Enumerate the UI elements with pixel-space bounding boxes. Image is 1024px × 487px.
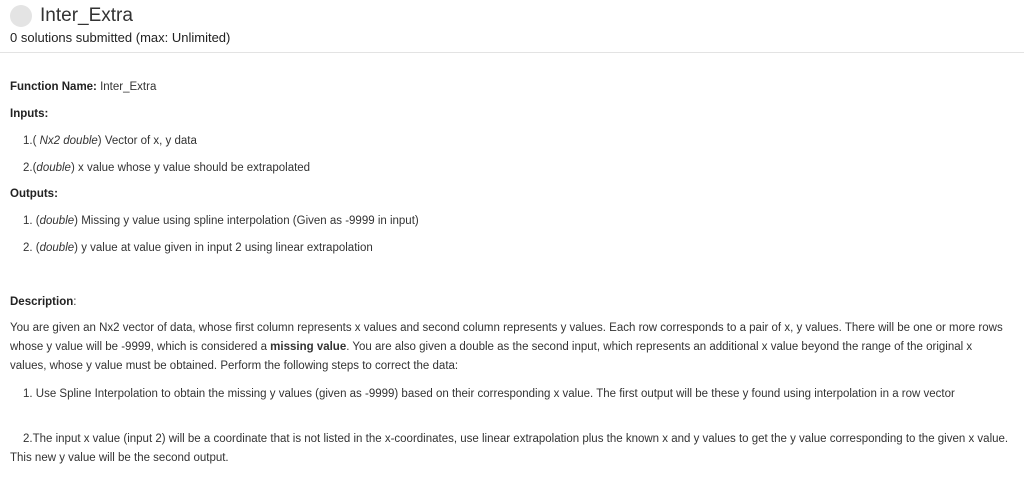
submission-count: 0 solutions submitted (max: Unlimited): [10, 30, 231, 45]
input-item-1: 1.( Nx2 double) Vector of x, y data: [23, 135, 197, 147]
description-heading: Description:: [10, 296, 77, 308]
outputs-heading: Outputs:: [10, 188, 58, 200]
output-item-2: 2. (double) y value at value given in input 2 using linear extrapolation: [23, 242, 373, 254]
input-item-2: 2.(double) x value whose y value should be extrapolated: [23, 162, 311, 174]
function-name-label: Function Name:: [10, 81, 97, 93]
status-circle-icon: [10, 5, 32, 27]
step-1-paragraph: 1. Use Spline Interpolation to obtain the missing y values (given as -9999) based on their corresponding x value. The first output will be these y found using interpolation in a row vector: [23, 388, 955, 400]
function-name-line: [10, 79, 156, 95]
missing-value-emphasis: missing value: [270, 341, 347, 353]
problem-header: [0, 0, 1024, 53]
problem-title: Inter_Extra: [40, 5, 133, 26]
description-paragraph: You are given an Nx2 vector of data, whose first column represents x values and second column represents y values. Each row corresponds to a pair of x, y values. There will be one or more rows whose y value will be -9999, which is considered a missing value. You are also given a double as the second input, which represents an additional x value beyond the range of the original x values, whose y value must be obtained. Perform the following steps to correct the data:: [10, 322, 1003, 372]
step-2-paragraph: 2.The input x value (input 2) will be a coordinate that is not listed in the x-coordinates, use linear extrapolation plus the known x and y values to get the y value corresponding to the given x value. This new y value will be the second output.: [10, 433, 1009, 464]
function-name-value: Inter_Extra: [100, 81, 157, 93]
inputs-heading: Inputs:: [10, 108, 49, 120]
output-item-1: 1. (double) Missing y value using spline interpolation (Given as -9999 in input): [23, 215, 419, 227]
